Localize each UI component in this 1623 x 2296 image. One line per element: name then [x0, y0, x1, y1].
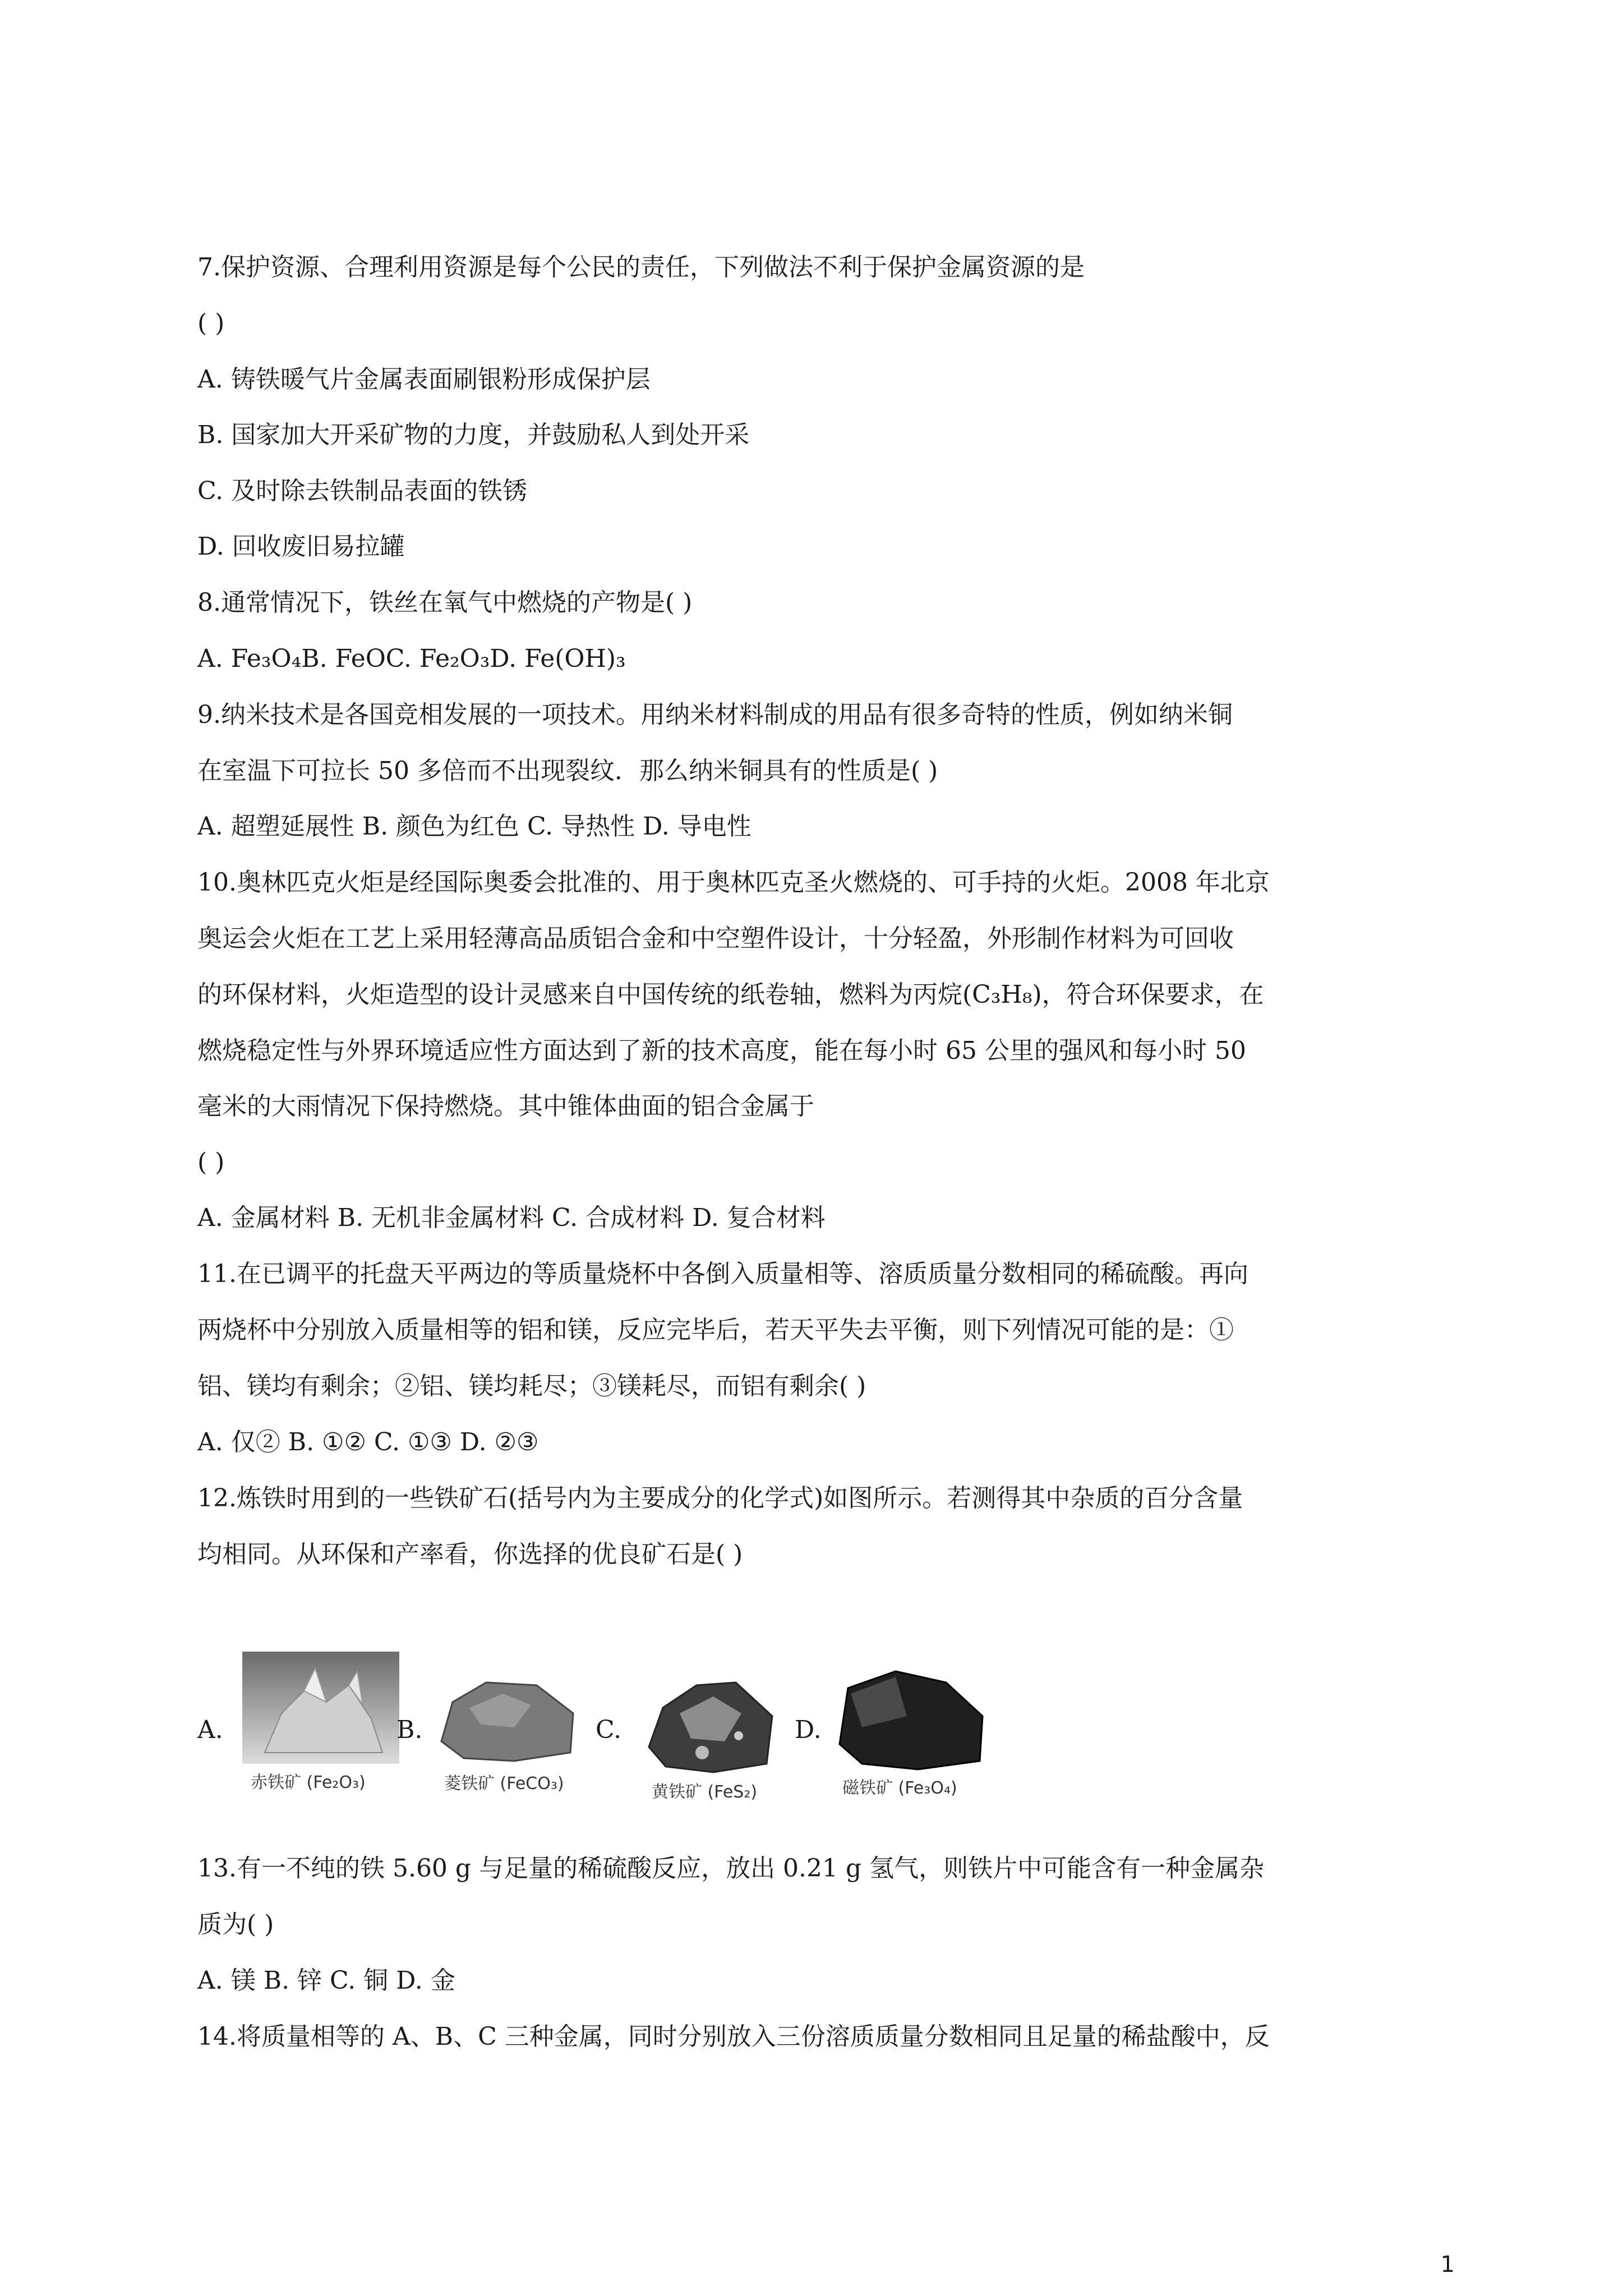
- q12-stem-line2: 均相同。从环保和产率看，你选择的优良矿石是( ): [197, 1540, 743, 1569]
- q10-stem-line4: 燃烧稳定性与外界环境适应性方面达到了新的技术高度，能在每小时 65 公里的强风和每小时 50: [197, 1036, 1246, 1065]
- q12-option-c-letter: C.: [596, 1716, 622, 1744]
- q8-stem: 8.通常情况下，铁丝在氧气中燃烧的产物是( ): [197, 588, 693, 617]
- q12-stem-line1: 12.炼铁时用到的一些铁矿石(括号内为主要成分的化学式)如图所示。若测得其中杂质的百分含量: [197, 1484, 1243, 1513]
- q7-option-b: B. 国家加大开采矿物的力度，并鼓励私人到处开采: [197, 421, 750, 449]
- q7-option-c: C. 及时除去铁制品表面的铁锈: [197, 477, 528, 505]
- q13-stem-line2: 质为( ): [197, 1910, 274, 1939]
- q14-stem-line1: 14.将质量相等的 A、B、C 三种金属，同时分别放入三份溶质质量分数相同且足量的稀盐酸中，反: [197, 2022, 1270, 2051]
- hematite-image: [242, 1652, 399, 1764]
- q9-options: A. 超塑延展性 B. 颜色为红色 C. 导热性 D. 导电性: [197, 812, 751, 841]
- q12-image-options: [197, 1652, 1448, 1831]
- q10-options: A. 金属材料 B. 无机非金属材料 C. 合成材料 D. 复合材料: [197, 1204, 826, 1232]
- q7-stem: 7.保护资源、合理利用资源是每个公民的责任，下列做法不利于保护金属资源的是: [197, 253, 1085, 282]
- q10-stem-line5: 毫米的大雨情况下保持燃烧。其中锥体曲面的铝合金属于: [197, 1092, 814, 1121]
- q11-options: A. 仅② B. ①② C. ①③ D. ②③: [197, 1428, 539, 1456]
- hematite-caption: 赤铁矿 (Fe₂O₃): [251, 1773, 366, 1792]
- magnetite-image: [834, 1666, 991, 1772]
- page-number: 1: [1440, 2252, 1455, 2277]
- q12-option-b-letter: B.: [396, 1716, 423, 1744]
- q13-options: A. 镁 B. 锌 C. 铜 D. 金: [197, 1966, 455, 1995]
- q11-stem-line3: 铝、镁均有剩余；②铝、镁均耗尽；③镁耗尽，而铝有剩余( ): [197, 1372, 866, 1400]
- q10-stem-line1: 10.奥林匹克火炬是经国际奥委会批准的、用于奥林匹克圣火燃烧的、可手持的火炬。2008 年北京: [197, 868, 1270, 897]
- q8-options: A. Fe₃O₄B. FeOC. Fe₂O₃D. Fe(OH)₃: [197, 644, 626, 673]
- q10-bracket: ( ): [197, 1148, 225, 1177]
- q11-stem-line2: 两烧杯中分别放入质量相等的铝和镁，反应完毕后，若天平失去平衡，则下列情况可能的是：①: [197, 1316, 1234, 1344]
- q9-stem-line2: 在室温下可拉长 50 多倍而不出现裂纹．那么纳米铜具有的性质是( ): [197, 757, 938, 785]
- siderite-caption: 菱铁矿 (FeCO₃): [444, 1774, 564, 1794]
- q11-stem-line1: 11.在已调平的托盘天平两边的等质量烧杯中各倒入质量相等、溶质质量分数相同的稀硫酸。再向: [197, 1260, 1248, 1288]
- siderite-image: [436, 1674, 582, 1764]
- magnetite-caption: 磁铁矿 (Fe₃O₄): [842, 1778, 957, 1798]
- q10-stem-line2: 奥运会火炬在工艺上采用轻薄高品质铝合金和中空塑件设计，十分轻盈，外形制作材料为可回收: [197, 924, 1234, 953]
- pyrite-caption: 黄铁矿 (FeS₂): [652, 1782, 758, 1802]
- q12-option-a-letter: A.: [197, 1716, 223, 1744]
- q7-bracket: ( ): [197, 309, 225, 338]
- q10-stem-line3: 的环保材料，火炬造型的设计灵感来自中国传统的纸卷轴，燃料为丙烷(C₃H₈)，符合环保要求，在: [197, 980, 1264, 1009]
- q9-stem-line1: 9.纳米技术是各国竞相发展的一项技术。用纳米材料制成的用品有很多奇特的性质，例如纳米铜: [197, 700, 1233, 729]
- q7-option-a: A. 铸铁暖气片金属表面刷银粉形成保护层: [197, 365, 651, 394]
- pyrite-image: [640, 1674, 781, 1775]
- q12-option-d-letter: D.: [795, 1716, 822, 1744]
- q13-stem-line1: 13.有一不纯的铁 5.60 g 与足量的稀硫酸反应，放出 0.21 g 氢气，则铁片中可能含有一种金属杂: [197, 1854, 1265, 1883]
- q7-option-d: D. 回收废旧易拉罐: [197, 532, 405, 561]
